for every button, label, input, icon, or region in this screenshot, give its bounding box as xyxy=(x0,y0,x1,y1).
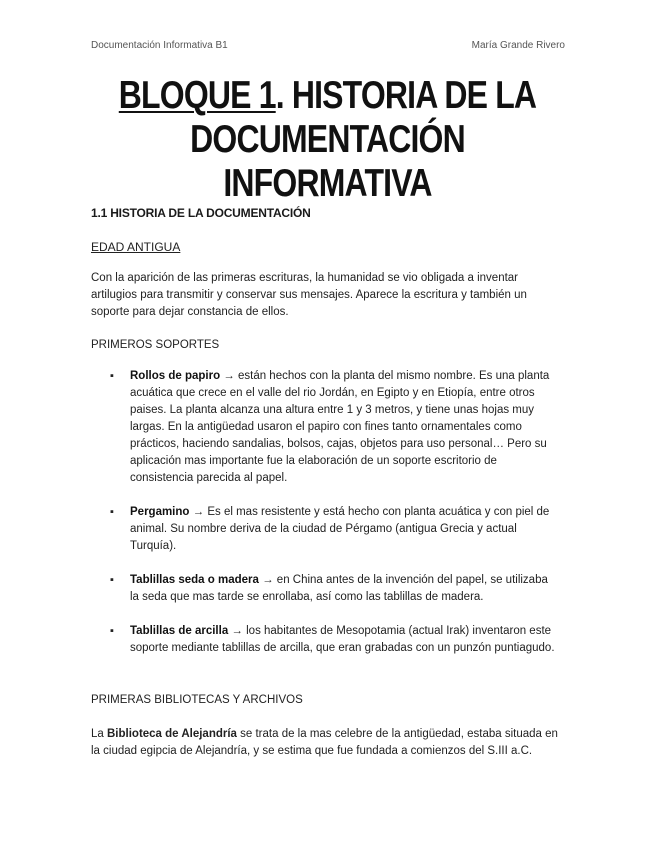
bibliotecas-text: se trata de la mas celebre de la antigüedad, estaba situada en la ciudad egipcia de Alejandría, y se estima que fue fundada a comienzos del S.III a.C. xyxy=(91,728,558,757)
bibliotecas-paragraph xyxy=(91,726,561,760)
list-item xyxy=(108,504,560,555)
bullet-icon: ▪ xyxy=(110,625,114,637)
list-item xyxy=(108,623,560,657)
list-item-text: → están hechos con la planta del mismo nombre. Es una planta acuática que crece en el valle del rio Jordán, en Egipto y en Etiopía, entre otros paises. La planta alcanza una altura entre 1 y 3 metros, y tiene unas hojas muy largas. En la antigüedad usaron el papiro con fines tanto ornamentales como prácticos, haciendo sandalias, bolsos, cajas, objetos para uso personal… Pero su aplicación mas importante fue la elaboración de un soporte escritorio de consistencia parecida al papel. xyxy=(130,370,550,484)
title-block-number: BLOQUE 1 xyxy=(118,74,276,117)
bibliotecas-intro: La xyxy=(91,728,107,740)
bullet-icon: ▪ xyxy=(110,574,114,586)
running-header xyxy=(91,40,565,51)
edad-antigua-paragraph: Con la aparición de las primeras escrituras, la humanidad se vio obligada a inventar artilugios para transmitir y conservar sus mensajes. Aparece la escritura y también un soporte para dejar constancia de ellos. xyxy=(91,272,527,318)
list-item-term: Pergamino xyxy=(130,506,190,518)
bibliotecas-heading: PRIMERAS BIBLIOTECAS Y ARCHIVOS xyxy=(91,694,303,706)
title-line2: DOCUMENTACIÓN INFORMATIVA xyxy=(190,118,465,205)
list-item-term: Rollos de papiro xyxy=(130,370,221,382)
header-author: María Grande Rivero xyxy=(471,40,565,51)
section-heading: 1.1 HISTORIA DE LA DOCUMENTACIÓN xyxy=(91,206,311,220)
list-item-term: Tablillas de arcilla xyxy=(130,625,229,637)
bullet-icon: ▪ xyxy=(110,506,114,518)
soportes-list xyxy=(108,368,560,674)
bibliotecas-term: Biblioteca de Alejandría xyxy=(107,728,237,740)
edad-antigua-heading: EDAD ANTIGUA xyxy=(91,240,181,254)
list-item-text: → Es el mas resistente y está hecho con planta acuática y con piel de animal. Su nombre deriva de la ciudad de Pérgamo (antigua Grecia y actual Turquía). xyxy=(130,506,550,552)
list-item-text: → en China antes de la invención del papel, se utilizaba la seda que mas tarde se enrollaba, así como las tablillas de madera. xyxy=(130,574,548,603)
page-title xyxy=(108,74,547,206)
list-item xyxy=(108,572,560,606)
list-item-text: → los habitantes de Mesopotamia (actual Irak) inventaron este soporte mediante tablillas de arcilla, que eran grabadas con un punzón puntiagudo. xyxy=(130,625,555,654)
list-item-term: Tablillas seda o madera xyxy=(130,574,259,586)
list-item xyxy=(108,368,560,487)
primeros-soportes-heading: PRIMEROS SOPORTES xyxy=(91,339,220,351)
title-line1-rest: . HISTORIA DE LA xyxy=(275,74,537,117)
bullet-icon: ▪ xyxy=(110,370,114,382)
header-document-title: Documentación Informativa B1 xyxy=(91,40,228,51)
